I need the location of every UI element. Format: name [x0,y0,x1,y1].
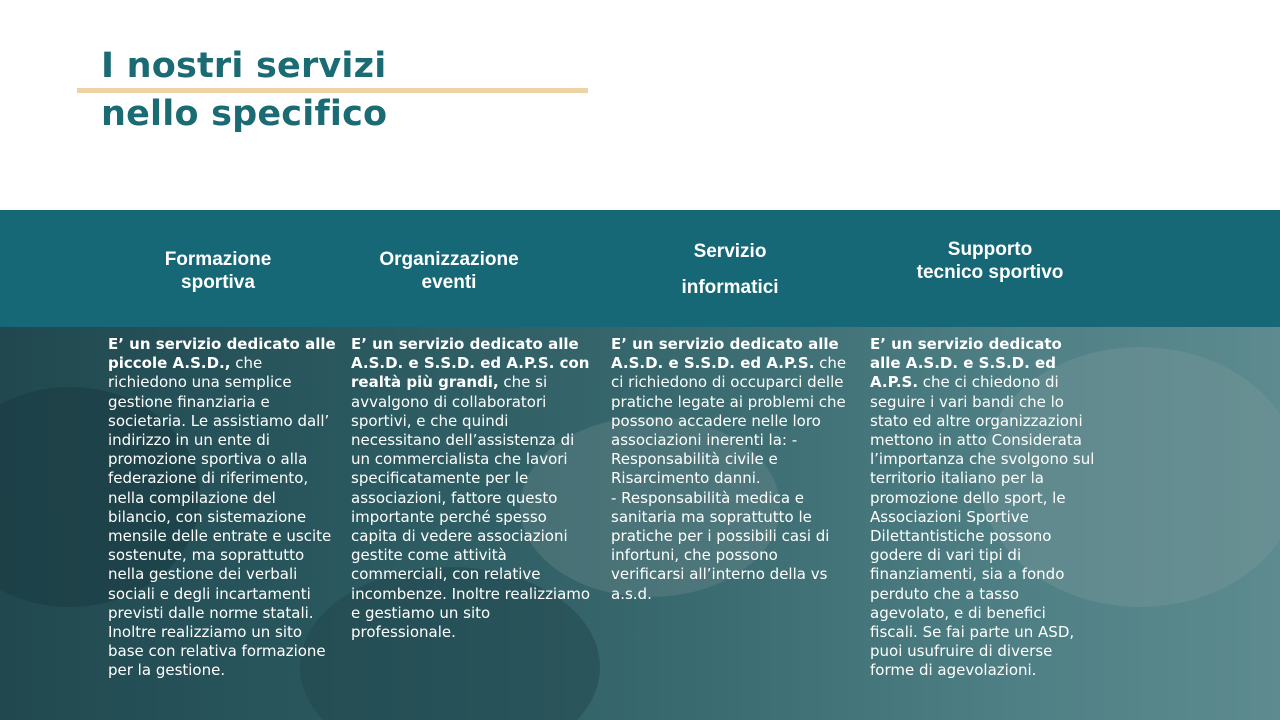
heading-organizzazione [349,248,549,294]
heading-line: tecnico sportivo [916,262,1064,283]
heading-line: Organizzazione [379,249,519,270]
heading-line: sportiva [181,272,255,293]
heading-line: Formazione [164,249,272,270]
column-lead: E’ un servizio dedicato alle piccole A.S.D., [108,335,336,373]
services-header-band [0,210,1280,327]
page-title-line2: nello specifico [101,94,388,134]
title-underline [77,88,588,93]
column-servizio-text [611,335,849,604]
heading-line: informatici [681,277,779,298]
column-organizzazione-text [351,335,593,642]
heading-servizio [630,234,830,306]
column-body: che si avvalgono di collaboratori sportivi, e che quindi necessitano dell’assistenza di un commercialista che lavori specificatamente per le associazioni, fattore questo importante perché spesso capita di vedere associazioni gestite come attività commerciali, con relative incombenze. Inoltre realizziamo e gestiamo un sito professionale. [351,373,591,642]
column-body-second: - Responsabilità medica e sanitaria ma soprattutto le pratiche per i possibili casi di infortuni, che possono verificarsi all’interno della vs a.s.d. [611,488,830,603]
title-area [0,0,1280,210]
column-body: che richiedono una semplice gestione finanziaria e societaria. Le assistiamo dall’ indirizzo in un ente di promozione sportiva o alla federazione di riferimento, nella compilazione del bilancio, con sistemazione mensile delle entrate e uscite sostenute, ma soprattutto nella gestione dei verbali sociali e degli incartamenti previsti dalle norme statali. Inoltre realizziamo un sito base con relativa formazione per la gestione. [108,354,332,680]
heading-supporto [880,238,1100,284]
heading-line: Servizio [693,241,767,262]
column-supporto-text [870,335,1096,681]
column-lead: E’ un servizio dedicato alle A.S.D. e S.S.D. ed A.P.S. [870,335,1062,392]
column-body: che ci chiedono di seguire i vari bandi che lo stato ed altre organizzazioni mettono in atto Considerata l’importanza che svolgono sul territorio italiano per la promozione dello sport, le Associazioni Sportive Dilettantistiche possono godere di vari tipi di finanziamenti, sia a fondo perduto che a tasso agevolato, e di benefici fiscali. Se fai parte un ASD, puoi usufruire di diverse forme di agevolazioni. [870,373,1095,680]
column-formazione-text [108,335,336,681]
column-lead: E’ un servizio dedicato alle A.S.D. e S.S.D. ed A.P.S. [611,335,839,373]
column-lead: E’ un servizio dedicato alle A.S.D. e S.S.D. ed A.P.S. con realtà più grandi, [351,335,590,392]
column-body: che ci richiedono di occuparci delle pratiche legate ai problemi che possono accadere nelle loro associazioni inerenti la: - Responsabilità civile e Risarcimento danni. [611,354,847,488]
heading-line: Supporto [947,239,1033,260]
page-title-line1: I nostri servizi [101,46,387,86]
heading-line: eventi [421,272,477,293]
heading-formazione [118,248,318,294]
